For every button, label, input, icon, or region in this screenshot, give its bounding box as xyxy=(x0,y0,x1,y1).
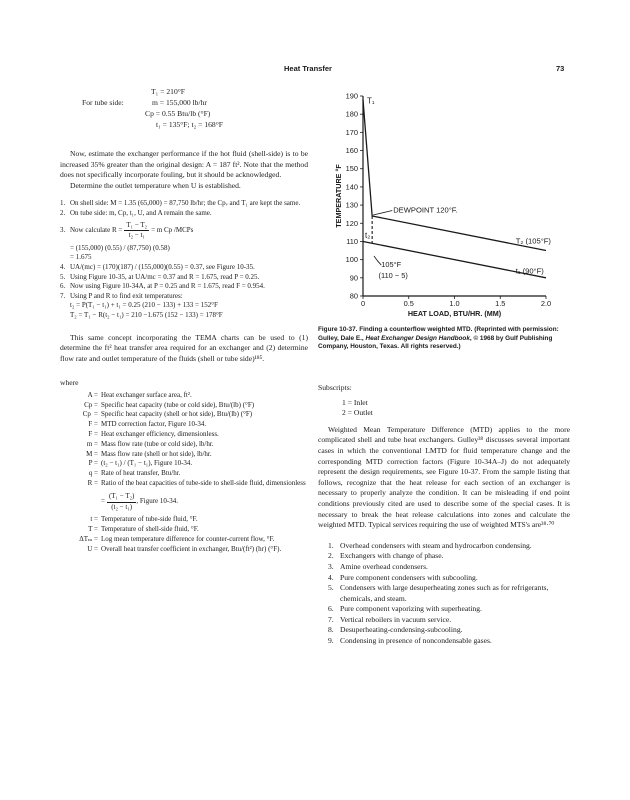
services-list xyxy=(318,541,570,647)
running-header-title: Heat Transfer xyxy=(284,64,332,73)
label-dewpoint: DEWPOINT 120°F. xyxy=(393,205,458,215)
service-item: 2. Exchangers with change of phase. xyxy=(328,551,444,561)
paragraph-estimate: Now, estimate the exchanger performance if the hot fluid (shell-side) is to be increased 35% greater than the original design: A = 187 ft². Note that the method does not specifically incorporate fouling, but it should be acknowledged. xyxy=(60,149,308,180)
step-item: 1. On shell side: M = 1.35 (65,000) = 87,750 lb/hr; the Cpᵥ and T₁ are kept the same. xyxy=(60,199,301,208)
tube-temps: t₁ = 135°F; t₂ = 168°F xyxy=(156,120,223,129)
steps-list xyxy=(60,199,308,320)
x-tick-label: 1.0 xyxy=(449,299,460,308)
service-item: 4. Pure component condensers with subcooling. xyxy=(328,572,478,582)
service-item: 6. Pure component vaporizing with superheating. xyxy=(328,604,482,614)
definition-item: F = MTD correction factor, Figure 10-34. xyxy=(88,420,207,429)
series-line-shell xyxy=(363,100,546,251)
subscript-item: 2 = Outlet xyxy=(342,408,373,418)
y-tick-label: 170 xyxy=(345,127,358,137)
tube-side-label: For tube side: xyxy=(82,98,124,107)
subscripts-label: Subscripts: xyxy=(318,383,352,392)
dewpoint-leader xyxy=(373,211,392,215)
paragraph-tema: This same concept incorporating the TEMA charts can be used to (1) determine the ft² heat transfer area required for an exchanger and (2) determine flow rate and outlet temperature of the fluids (shell or tube side)¹⁸⁵. xyxy=(60,332,308,363)
y-tick-label: 100 xyxy=(345,255,358,265)
step-item: 7. Using P and R to find exit temperatures: xyxy=(60,291,183,300)
y-tick-label: 150 xyxy=(345,164,358,174)
x-tick-label: 1.5 xyxy=(495,299,506,308)
label-diff-bottom: (110 − 5) xyxy=(378,270,408,280)
diff-leader xyxy=(374,256,381,265)
r-fraction-line: = $\frac{\text{(T₁ − T₂)}}{\text{(t₂ − t₁)}}$ , Figure 10-34. xyxy=(101,491,178,511)
exit-temp-T2: T₂ = T₁ − R(t₂ − t₁) = 210 −1.675 (152 − 133) = 178°F xyxy=(70,310,223,319)
where-label: where xyxy=(60,378,79,388)
service-item: 3. Amine overhead condensers. xyxy=(328,561,428,571)
service-item: 9. Condensing in presence of noncondensable gases. xyxy=(328,636,492,646)
y-tick-label: 110 xyxy=(346,236,358,246)
step-item: 6. Now using Figure 10-34A, at P = 0.25 and R = 1.675, read F = 0.954. xyxy=(60,282,265,291)
y-tick-label: 90 xyxy=(349,273,358,283)
definition-item: t = Temperature of tube-side fluid, °F. xyxy=(90,515,198,524)
tube-t1: T₁ = 210°F xyxy=(151,87,186,96)
y-tick-label: 130 xyxy=(345,200,358,210)
x-tick-label: 0.5 xyxy=(403,299,414,308)
figure-caption xyxy=(318,326,570,352)
label-diff-top: 105°F xyxy=(381,259,402,269)
subscript-item: 1 = Inlet xyxy=(342,397,368,407)
caption-book-title: Heat Exchanger Design Handbook xyxy=(365,334,470,342)
definitions-list xyxy=(60,391,308,555)
tube-side-block xyxy=(60,87,308,139)
step-item: 2. On tube side: m, Cp, t₁, U, and A remain the same. xyxy=(60,208,212,217)
x-tick-label: 2.0 xyxy=(540,299,552,308)
step-item: 4. UA/(mc) = (170)(187) / (155,000)(0.55) = 0.37, see Figure 10-35. xyxy=(60,262,255,271)
calc-line: = (155,000) (0.55) / (87,750) (0.58) xyxy=(70,243,170,252)
tube-cp: Cp = 0.55 Btu/lb (°F) xyxy=(145,109,211,118)
y-axis-label: TEMPERATURE °F xyxy=(334,164,343,228)
service-item: 5. Condensers with large desuperheating zones such as for refrigerants, chemicals, and steam. xyxy=(328,583,549,603)
r-fraction: $\frac{\text{(T₁ − T₂)}}{\text{(t₂ − t₁)}}$ xyxy=(108,491,135,511)
y-tick-label: 180 xyxy=(345,109,358,119)
caption-lead: Figure 10-37. Finding a counterflow weighted MTD. (Reprinted with permission: Gulley, Dale E., xyxy=(318,326,559,342)
service-item: 8. Desuperheating-condensing-subcooling. xyxy=(328,625,463,635)
definition-item: q = Rate of heat transfer, Btu/hr. xyxy=(88,469,181,478)
definition-item: Cp = Specific heat capacity (tube or cold side), Btu/(lb) (°F) xyxy=(84,400,255,409)
step-3: 3. Now calculate R = $\frac{\text{T₁ − T₂}}{\text{t₂ − t₁}}$ = m Cp /MCPs xyxy=(60,220,194,240)
x-tick-label: 0 xyxy=(360,299,366,308)
chart-annotations xyxy=(365,96,551,280)
caption-tail: , © 1968 by Gulf Publishing Company, Houston, Texas. All rights reserved.) xyxy=(318,334,553,351)
chart-lines xyxy=(363,100,546,278)
definition-item: P = (t₂ − t₁) / (T₁ − t₁), Figure 10-34. xyxy=(88,459,193,468)
y-tick-label: 160 xyxy=(345,146,358,156)
y-tick-label: 80 xyxy=(349,291,358,301)
definition-item: M = Mass flow rate (shell or hot side), lb/hr. xyxy=(86,449,212,458)
definition-item: Cp = Specific heat capacity (shell or hot side), Btu/(lb) (°F) xyxy=(82,410,253,419)
definition-item: ΔTₘ = Log mean temperature difference for counter-current flow, °F. xyxy=(79,535,275,544)
y-tick-label: 120 xyxy=(345,218,358,228)
definition-item: F = Heat exchanger efficiency, dimensionless. xyxy=(88,430,219,439)
definition-item: T = Temperature of shell-side fluid, °F. xyxy=(88,525,199,534)
y-tick-label: 140 xyxy=(345,182,358,192)
definition-item: m = Mass flow rate (tube or cold side), lb/hr. xyxy=(86,439,214,448)
exit-temp-t2: t₂ = P(T₁ − t₁) + t₁ = 0.25 (210 − 133) + 133 = 152°F xyxy=(70,301,218,310)
definition-item: U = Overall heat transfer coefficient in exchanger, Btu/(ft²) (hr) (°F). xyxy=(87,544,282,553)
label-t1: t₁ (90°F) xyxy=(515,266,544,276)
label-T1: T₁ xyxy=(367,96,375,106)
mtd-chart xyxy=(318,86,570,318)
paragraph-weighted-mtd: Weighted Mean Temperature Difference (MTD) applies to the more complicated shell and tube heat exchangers. Gulley³⁸ discusses several important cases in which the conventional LMTD for fluid temperature change and the corresponding MTD correction factors (Figure 10-34A–J) do not adequately represent the design requirements, see Figure 10-37. From the sample listing that follows, recognize that the heat release for each section of an exchanger is necessary to properly analyze the condition. It can be misleading if end point conditions previously cited are used to describe some of the special cases. It is necessary to break the heat release calculations into zones and calculate the weighted MTD. Typical services requiring the use of weighted MTS's are³⁸·⁷⁰ xyxy=(318,424,570,530)
left-column xyxy=(60,87,308,555)
calc-line: = 1.675 xyxy=(70,253,92,262)
service-item: 7. Vertical reboilers in vacuum service. xyxy=(328,614,452,624)
step-item: 5. Using Figure 10-35, at UA/mc = 0.37 and R = 1.675, read P = 0.25. xyxy=(60,272,260,281)
right-column xyxy=(318,383,570,647)
tube-m: m = 155,000 lb/hr xyxy=(152,98,207,107)
service-item: 1. Overhead condensers with steam and hydrocarbon condensing. xyxy=(328,540,532,550)
label-t2: t₂ xyxy=(365,230,371,240)
ratio-fraction: $\frac{\text{T₁ − T₂}}{\text{t₂ − t₁}}$ xyxy=(126,220,148,240)
definition-item: R = Ratio of the heat capacities of tube-side to shell-side fluid, dimensionless xyxy=(87,479,306,488)
y-tick-label: 190 xyxy=(345,91,358,101)
x-axis-label: HEAT LOAD, BTU/HR. (MM) xyxy=(407,309,502,318)
label-T2: T₂ (105°F) xyxy=(515,236,551,246)
page-number: 73 xyxy=(556,64,565,73)
paragraph-determine: Determine the outlet temperature when U is established. xyxy=(70,180,241,190)
definition-item: A = Heat exchanger surface area, ft². xyxy=(87,390,192,399)
